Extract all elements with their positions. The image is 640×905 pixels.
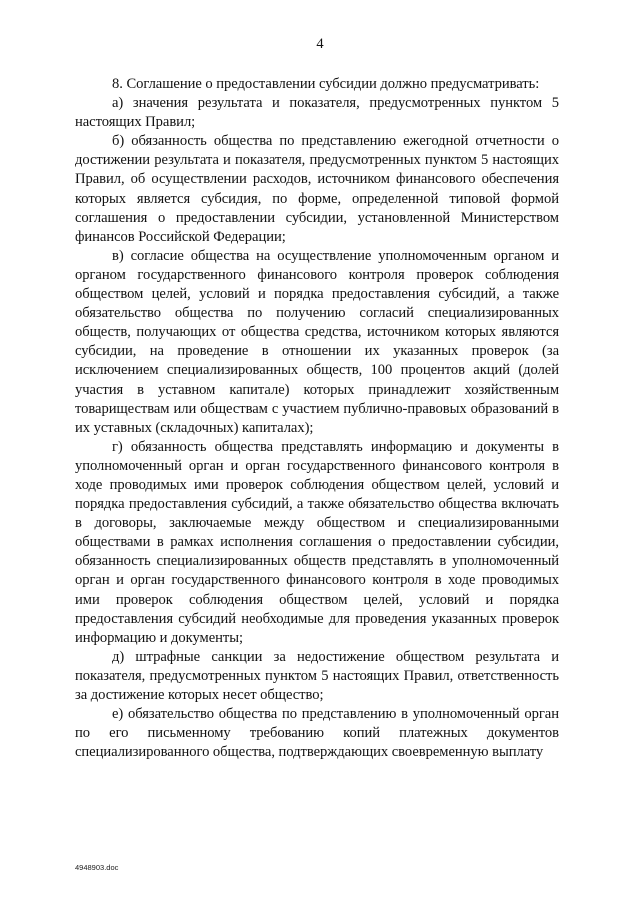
paragraph-g: г) обязанность общества представлять информацию и документы в уполномоченный орган и орган государственного финансового контроля в ходе проводимых ими проверок соблюдения обществом целей, условий и порядка предоставления субсидий, а также обязательство общества включать в договоры, заключаемые между обществом и специализированными обществами в рамках исполнения соглашения о предоставлении субсидии, обязанность специализированных обществ представлять в уполномоченный орган и орган государственного финансового контроля в ходе проводимых ими проверок соблюдения обществом целей, условий и порядка предоставления субсидий необходимые для проведения указанных проверок информацию и документы; [75, 438, 559, 646]
document-file-reference: 4948903.doc [75, 863, 119, 872]
page-number: 4 [316, 36, 324, 52]
paragraph-e: е) обязательство общества по представлению в уполномоченный орган по его письменному требованию копий платежных документов специализированного общества, подтверждающих своевременную выплату [75, 706, 559, 761]
paragraph-a: а) значения результата и показателя, предусмотренных пунктом 5 настоящих Правил; [75, 95, 559, 131]
paragraph-8: 8. Соглашение о предоставлении субсидии должно предусматривать: [112, 76, 540, 92]
paragraph-d: д) штрафные санкции за недостижение обществом результата и показателя, предусмотренных пунктом 5 настоящих Правил, ответственность за достижение которых несет общество; [75, 648, 559, 703]
paragraph-b: б) обязанность общества по представлению ежегодной отчетности о достижении результата и показателя, предусмотренных пунктом 5 настоящих Правил, об осуществлении расходов, источником финансового обеспечения которых является субсидия, по форме, определенной типовой формой соглашения о предоставлении субсидии, установленной Министерством финансов Российской Федерации; [75, 133, 559, 245]
paragraph-v: в) согласие общества на осуществление уполномоченным органом и органом государственного финансового контроля проверок соблюдения обществом целей, условий и порядка предоставления субсидий, а также обязательство общества по получению согласий специализированных обществ, получающих от общества средства, источником которых являются субсидии, на проведение в отношении их указанных проверок (за исключением специализированных обществ, 100 процентов акций (долей участия в уставном капитале) которых принадлежит хозяйственным товариществам или обществам с участием публично-правовых образований в их уставных (складочных) капиталах); [75, 247, 559, 436]
document-body [75, 75, 559, 762]
